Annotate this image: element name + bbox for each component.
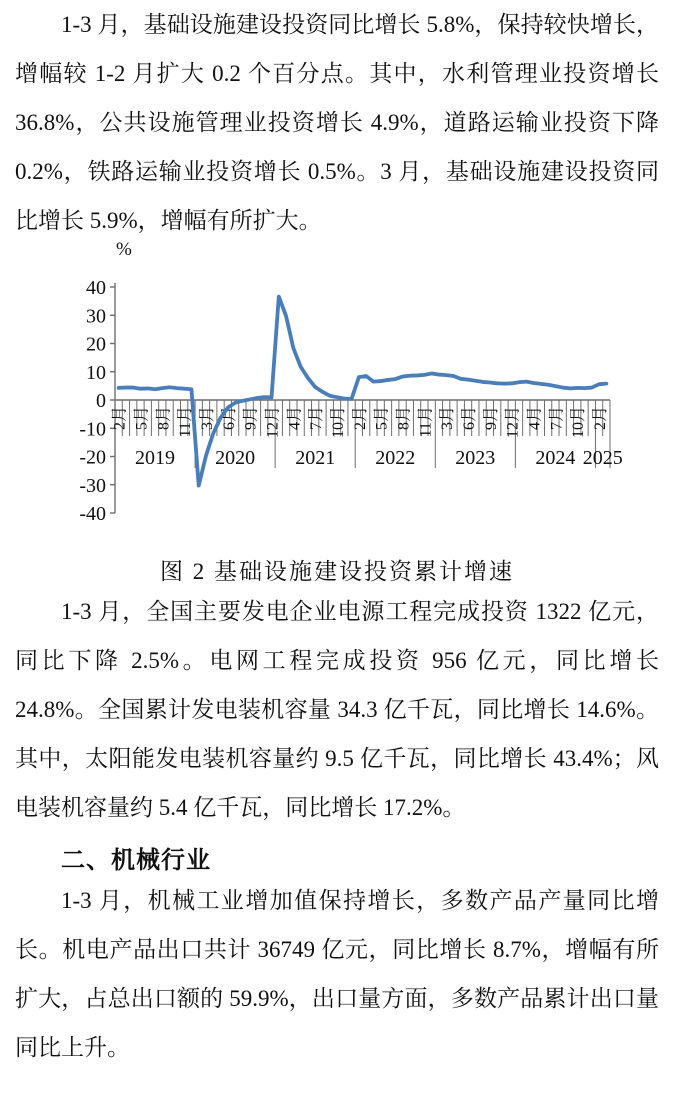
- growth-rate-line: [119, 297, 610, 486]
- x-axis-month-label: 2月: [111, 406, 129, 431]
- y-axis-tick-label: -10: [79, 418, 106, 441]
- x-axis-month-label: 9月: [482, 406, 500, 431]
- x-axis-year-label: 2022: [375, 447, 416, 469]
- y-axis-tick-label: 40: [86, 277, 106, 299]
- figure-2: [15, 238, 659, 587]
- x-axis-month-label: 2月: [351, 406, 369, 431]
- x-axis-month-label: 5月: [373, 406, 391, 431]
- x-axis-month-label: 8月: [395, 406, 413, 431]
- x-axis-month-label: 12月: [504, 406, 522, 439]
- x-axis-month-label: 11月: [417, 406, 435, 438]
- x-axis-month-label: 3月: [199, 406, 216, 431]
- x-axis-month-label: 4月: [526, 406, 544, 431]
- y-axis-tick-label: 30: [86, 305, 106, 328]
- x-axis-month-label: 6月: [220, 406, 238, 431]
- y-axis-unit-label: %: [116, 239, 132, 260]
- x-axis-month-label: 11月: [177, 406, 195, 438]
- x-axis-month-label: 8月: [155, 406, 173, 431]
- x-axis-month-label: 10月: [570, 406, 588, 439]
- x-axis-month-label: 5月: [133, 406, 151, 431]
- figure-2-caption: 图 2 基础设施建设投资累计增速: [160, 559, 514, 584]
- x-axis-year-label: 2020: [215, 447, 256, 469]
- paragraph-machinery-industry: 1-3 月，机械工业增加值保持增长，多数产品产量同比增长。机电产品出口共计 36749 亿元，同比增长 8.7%，增幅有所扩大，占总出口额的 59.9%，出口量方面，多数产品累计出口量同比上升。: [15, 888, 659, 1060]
- x-axis-month-label: 10月: [330, 406, 347, 439]
- x-axis-year-label: 2025: [582, 447, 623, 469]
- x-axis-month-label: 2月: [592, 406, 610, 431]
- y-axis-tick-label: 10: [86, 361, 106, 384]
- infrastructure-growth-line-chart: [15, 238, 673, 523]
- x-axis-month-label: 12月: [264, 406, 282, 439]
- y-axis-tick-label: -30: [79, 474, 106, 497]
- x-axis-year-label: 2019: [135, 447, 175, 469]
- x-axis-month-label: 9月: [242, 406, 260, 431]
- paragraph-infrastructure-investment: 1-3 月，基础设施建设投资同比增长 5.8%，保持较快增长，增幅较 1-2 月扩大 0.2 个百分点。其中，水利管理业投资增长 36.8%，公共设施管理业投资增长 4.9%，道路运输业投资下降 0.2%，铁路运输业投资增长 0.5%。3 月，基础设施建设投资同比增长 5.9%，增幅有所扩大。: [15, 12, 659, 233]
- paragraph-power-investment: 1-3 月，全国主要发电企业电源工程完成投资 1322 亿元，同比下降 2.5%。电网工程完成投资 956 亿元，同比增长 24.8%。全国累计发电装机容量 34.3 亿千瓦，同比增长 14.6%。其中，太阳能发电装机容量约 9.5 亿千瓦，同比增长 43.4%；风电装机容量约 5.4 亿千瓦，同比增长 17.2%。: [15, 599, 659, 820]
- x-axis-year-label: 2023: [455, 447, 496, 469]
- y-axis-tick-label: -20: [79, 446, 106, 469]
- y-axis-tick-label: 0: [96, 390, 106, 412]
- x-axis-year-label: 2021: [295, 447, 336, 469]
- y-axis-tick-label: 20: [86, 333, 106, 356]
- x-axis-month-label: 7月: [308, 406, 326, 431]
- x-axis-year-label: 2024: [535, 447, 576, 469]
- y-axis-tick-label: -40: [79, 503, 106, 523]
- section-heading-machinery: 二、机械行业: [61, 847, 211, 874]
- x-axis-month-label: 4月: [286, 406, 304, 431]
- x-axis-month-label: 7月: [548, 406, 566, 431]
- x-axis-month-label: 3月: [439, 406, 457, 431]
- x-axis-month-label: 6月: [461, 406, 479, 431]
